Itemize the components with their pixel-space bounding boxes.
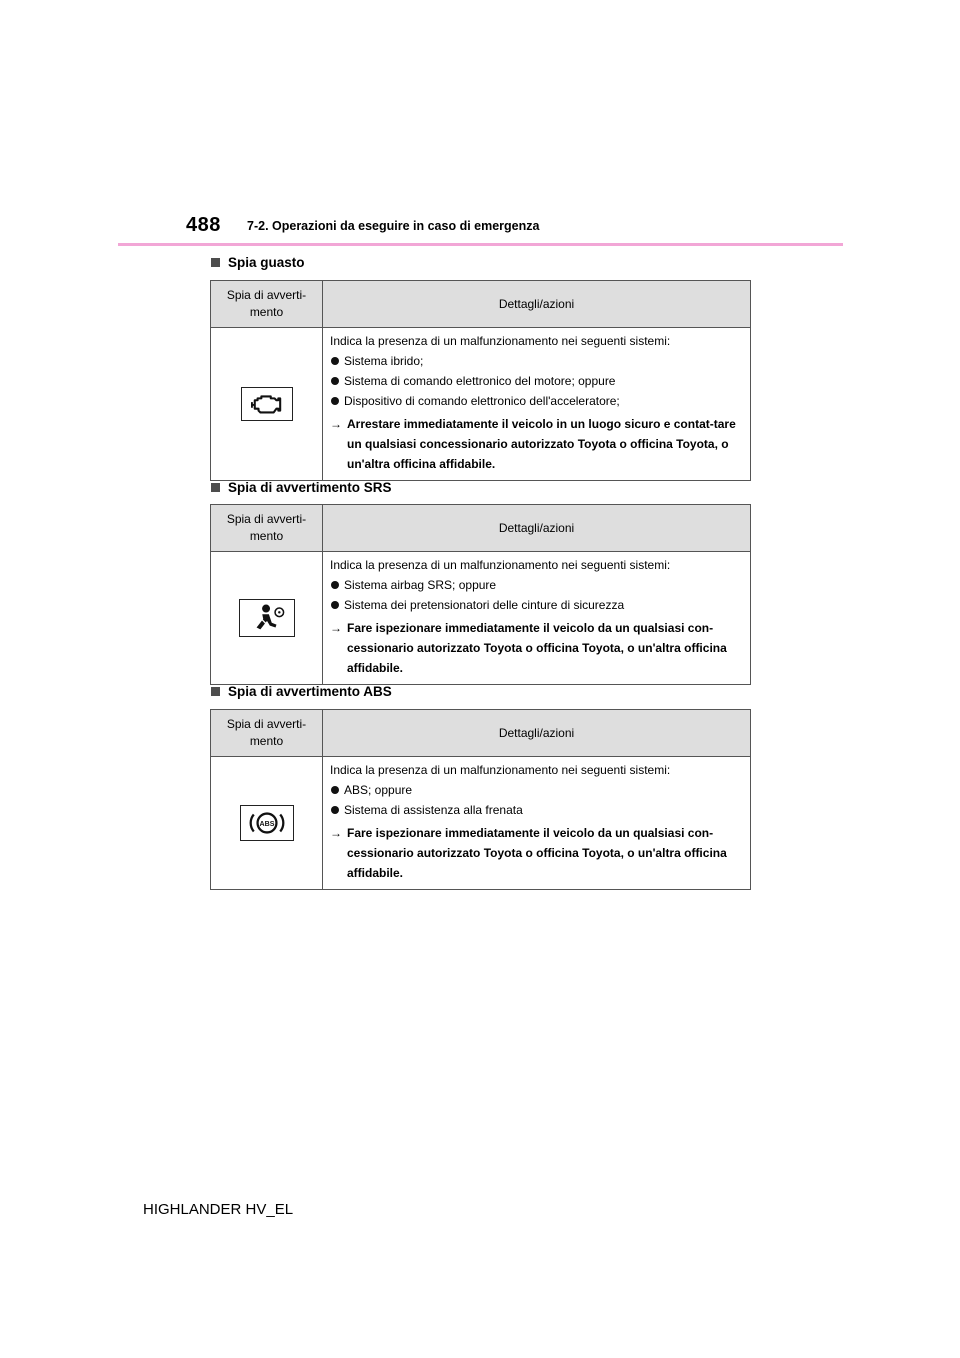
col-header-light-text: Spia di avverti- mento [226,288,307,319]
col-header-light [211,281,323,328]
list-item: Sistema airbag SRS; oppure [330,575,744,595]
list-item: Sistema ibrido; [330,351,744,371]
col-header-light [211,710,323,757]
page-number: 488 [186,214,221,236]
details-intro: Indica la presenza di un malfunzionamento nei seguenti sistemi: [330,558,671,572]
warning-table-srs [210,504,751,685]
arrow-icon: → [330,621,342,635]
col-header-details: Dettagli/azioni [323,505,751,552]
warning-table-abs [210,709,751,890]
header-divider [118,243,843,246]
footer-model-name: HIGHLANDER HV_EL [143,1201,294,1218]
arrow-icon: → [330,417,342,431]
list-item: Sistema di assistenza alla frenata [330,800,744,820]
abs-icon-label: ABS [259,819,274,828]
abs-warning-icon [240,805,294,841]
col-header-details: Dettagli/azioni [323,281,751,328]
col-header-light-text: Spia di avverti- mento [226,717,307,748]
list-item: Dispositivo di comando elettronico dell'acceleratore; [330,391,744,411]
details-intro: Indica la presenza di un malfunzionamento nei seguenti sistemi: [330,763,671,777]
square-bullet-icon [211,687,220,696]
airbag-srs-icon [239,599,295,637]
chapter-title: 7-2. Operazioni da eseguire in caso di emergenza [247,219,540,233]
list-item: ABS; oppure [330,780,744,800]
col-header-light-text: Spia di avverti- mento [226,512,307,543]
action-instruction [330,414,744,474]
icon-cell [211,552,323,685]
action-text: Fare ispezionare immediatamente il veicolo da un qualsiasi con-cessionario autorizzato Toyota o officina Toyota, o un'altra officina affidabile. [347,621,727,675]
list-item: Sistema dei pretensionatori delle cinture di sicurezza [330,595,744,615]
action-instruction [330,618,744,678]
details-cell [323,757,751,890]
warning-table-engine [210,280,751,481]
icon-cell [211,757,323,890]
details-cell [323,328,751,481]
section-heading-text: Spia di avvertimento ABS [228,684,392,699]
action-text: Arrestare immediatamente il veicolo in un luogo sicuro e contat-tare un qualsiasi concessionario autorizzato Toyota o officina Toyota, o un'altra officina affidabile. [347,417,736,471]
action-text: Fare ispezionare immediatamente il veicolo da un qualsiasi con-cessionario autorizzato Toyota o officina Toyota, o un'altra officina affidabile. [347,826,727,880]
section-heading-text: Spia guasto [228,255,305,270]
square-bullet-icon [211,258,220,267]
section-heading-abs [211,684,392,699]
col-header-light [211,505,323,552]
col-header-details: Dettagli/azioni [323,710,751,757]
engine-check-icon [241,387,293,421]
details-cell [323,552,751,685]
action-instruction [330,823,744,883]
list-item: Sistema di comando elettronico del motore; oppure [330,371,744,391]
square-bullet-icon [211,483,220,492]
icon-cell [211,328,323,481]
section-heading-text: Spia di avvertimento SRS [228,480,392,495]
section-heading-engine [211,255,305,270]
details-intro: Indica la presenza di un malfunzionamento nei seguenti sistemi: [330,334,671,348]
arrow-icon: → [330,826,342,840]
section-heading-srs [211,480,392,495]
